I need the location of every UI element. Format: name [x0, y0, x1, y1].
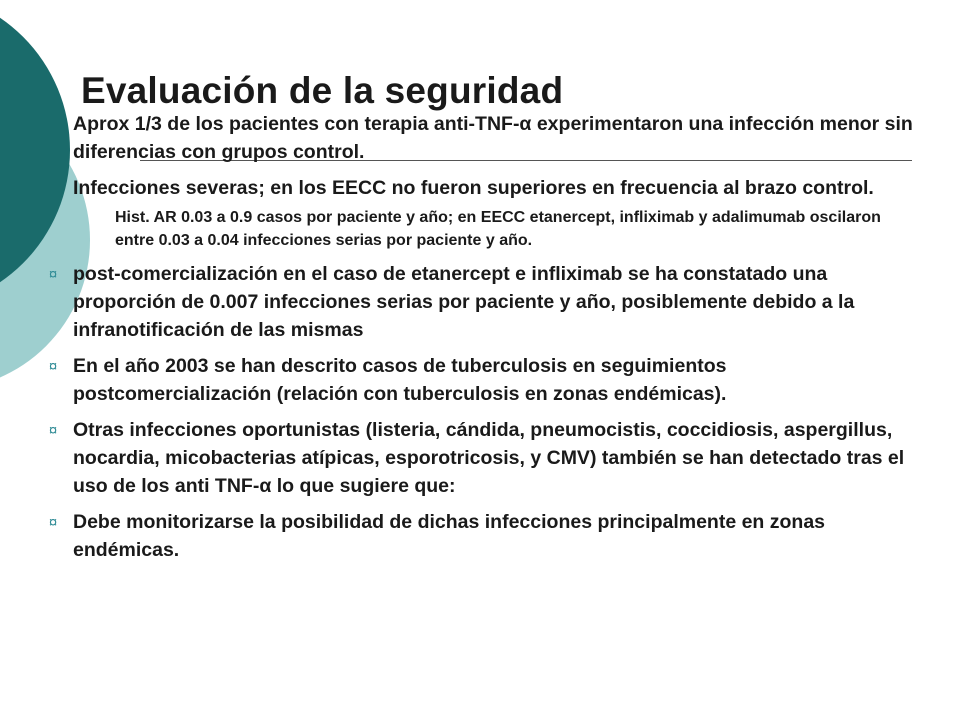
bullet-item: [33, 508, 923, 564]
bullet-text: Debe monitorizarse la posibilidad de dichas infecciones principalmente en zonas endémicas.: [73, 511, 826, 561]
bullet-item: [33, 352, 923, 408]
bullet-text: En el año 2003 se han descrito casos de tuberculosis en seguimientos postcomercialización (relación con tuberculosis en zonas endémicas).: [73, 355, 727, 405]
bullet-text: post-comercialización en el caso de etanercept e infliximab se ha constatado una proporción de 0.007 infecciones serias por paciente y año, posiblemente debido a la infranotificación de las mismas: [73, 263, 855, 341]
bullet-item: [33, 174, 923, 202]
bullet-item: [33, 110, 923, 166]
slide-content: [33, 110, 923, 572]
sub-bullet-text: Hist. AR 0.03 a 0.9 casos por paciente y año; en EECC etanercept, infliximab y adalimumab oscilaron entre 0.03 a 0.04 infecciones serias por paciente y año.: [115, 209, 881, 249]
bullet-icon: ¤: [48, 422, 58, 439]
bullet-text: Aprox 1/3 de los pacientes con terapia anti-TNF-α experimentaron una infección menor sin diferencias con grupos control.: [73, 113, 913, 163]
bullet-text: Infecciones severas; en los EECC no fueron superiores en frecuencia al brazo control.: [73, 177, 874, 199]
slide-title: Evaluación de la seguridad: [81, 70, 564, 111]
sub-bullet-item: [33, 206, 923, 252]
bullet-icon: ¤: [48, 358, 58, 375]
bullet-item: [33, 416, 923, 500]
bullet-icon: ¤: [48, 514, 58, 531]
bullet-text: Otras infecciones oportunistas (listeria, cándida, pneumocistis, coccidiosis, aspergillus, nocardia, micobacterias atípicas, esporotricosis, y CMV) también se han detectado tras el uso de los anti TNF-α lo que sugiere que:: [73, 419, 905, 497]
bullet-item: [33, 260, 923, 344]
bullet-icon: ¤: [48, 266, 58, 283]
